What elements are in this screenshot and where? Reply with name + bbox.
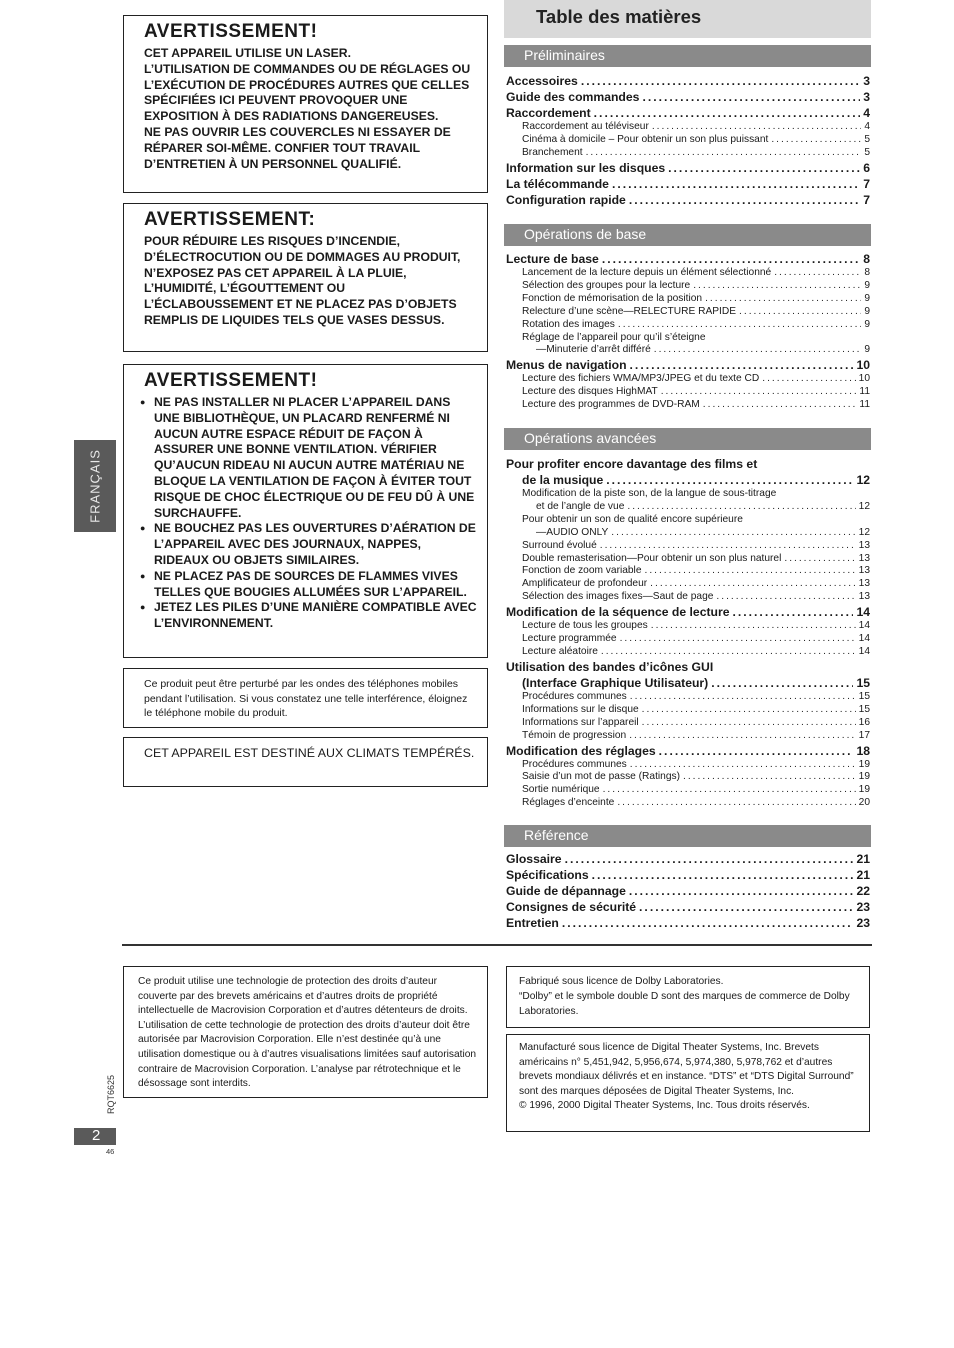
toc-entry-text: Informations sur le disque [522,703,639,715]
toc-entry [506,456,870,472]
toc-leader-dots [652,121,861,134]
toc-entry [506,675,870,691]
language-label: FRANÇAIS [87,449,103,523]
toc-leader-dots [650,578,856,591]
toc-entry [506,192,870,208]
toc-page-number: 23 [856,900,870,914]
toc-entry-text: Configuration rapide [506,192,626,207]
toc-entry-text: Lecture programmée [522,633,617,645]
toc-page-number: 6 [863,160,870,175]
climate-note [123,737,488,787]
toc-entry-text: Raccordement [506,106,591,120]
toc-page-number: 22 [856,884,870,898]
warning-bullet: ● NE BOUCHEZ PAS LES OUVERTURES D’AÉRATION DE L’APPAREIL AVEC DES JOURNAUX, NAPPES, RIDEAUX OU OBJETS SIMILAIRES. [140,521,477,568]
toc-page-number: 16 [858,716,870,728]
toc-leader-dots [586,147,862,160]
macrovision-text: Ce produit utilise une technologie de protection des droits d’auteur couverte par des brevets américains et d’autres droits de propriété intellectuelle de Macrovision Corporation et d’autres détenteurs de droits. L’utilisation de cette technologie de protection des droits d’auteur doit être autorisée par Macrovision Corporation. Elle n’est destinée qu’à une utilisation domestique ou à d’autres visualisations limitées sauf autorisation contraire de Macrovision Corporation. L’analyse par rétrotechnique et le désossage sont interdits. [138,976,477,1090]
toc-page-number: 21 [856,868,870,882]
toc-leader-dots [565,851,854,867]
warning-box-laser [123,15,488,193]
toc-leader-dots [600,540,856,553]
toc-page-number: 11 [859,399,870,411]
toc-leader-dots [611,527,855,540]
page-sub-number: 46 [106,1147,115,1156]
toc-leader-dots [668,160,860,176]
toc-entry [506,883,870,899]
toc-page-number: 21 [856,852,870,866]
toc-page-number: 14 [858,620,870,632]
toc-leader-dots [620,633,856,646]
toc-entry-text: Procédures communes [522,690,627,702]
toc-leader-dots [592,867,854,883]
toc-leader-dots [617,797,855,810]
toc-leader-dots [642,717,856,730]
phone-interference-note [123,668,488,728]
toc-entry [506,704,870,717]
toc-page-number: 10 [856,358,870,373]
toc-entry [506,691,870,704]
toc-leader-dots [627,501,855,514]
toc-leader-dots [642,89,860,105]
toc-entry-text: Modification de la séquence de lecture [506,605,730,620]
toc-list [506,73,870,208]
toc-entry-text: Pour obtenir un son de qualité encore supérieure [522,513,743,525]
dts-text: Manufacturé sous licence de Digital Theater Systems, Inc. Brevets américains n° 5,451,942, 5,956,674, 5,974,380, 5,978,762 et d’autres brevets mondiaux délivrés et en instance. “DTS” et “DTS Digital Surround” sont des marques déposées de Digital Theater Systems, Inc. © 1996, 2000 Digital Theater Systems, Inc. Tous droits réservés. [519,1042,854,1112]
warning-bullet: ● NE PLACEZ PAS DE SOURCES DE FLAMMES VIVES TELLES QUE BOUGIES ALLUMÉES SUR L’APPAREIL. [140,569,477,601]
climate-note-text: CET APPAREIL EST DESTINÉ AUX CLIMATS TEMPÉRÉS. [144,746,475,760]
toc-header [504,0,871,38]
section-title: Opérations avancées [524,430,657,446]
toc-entry [506,293,870,306]
toc-page-number: 9 [864,318,870,330]
toc-entry [506,160,870,176]
toc-entry-text: Lecture de tous les groupes [522,620,648,632]
toc-leader-dots [594,105,861,121]
toc-entry-text: Cinéma à domicile – Pour obtenir un son plus puissant [522,133,769,145]
toc-page-number: 14 [858,645,870,657]
toc-entry-text: (Interface Graphique Utilisateur) [522,675,709,690]
toc-page-number: 15 [856,675,870,690]
toc-entry [506,306,870,319]
toc-page-number: 13 [858,565,870,577]
toc-leader-dots [683,771,856,784]
toc-entry-text: Fonction de mémorisation de la position [522,292,703,304]
toc-entry [506,743,870,759]
toc-entry [506,251,870,267]
toc-entry [506,344,870,357]
toc-entry-text: La télécommande [506,176,609,191]
toc-page-number: 8 [863,252,870,266]
toc-page-number: 13 [858,539,870,551]
toc-title: Table des matières [536,6,702,27]
toc-section-reference [504,825,871,847]
toc-entry-text: Spécifications [506,868,589,882]
toc-entry [506,620,870,633]
toc-page-number: 9 [864,292,870,304]
toc-leader-dots [693,280,861,293]
toc-leader-dots [771,134,861,147]
toc-entry-text: et de l’angle de vue [536,500,625,512]
toc-entry [506,514,870,527]
toc-leader-dots [654,344,862,357]
section-title: Préliminaires [524,47,605,63]
toc-page-number: 10 [858,373,870,385]
warning-title: AVERTISSEMENT! [144,370,318,391]
warning-bullet: ● NE PAS INSTALLER NI PLACER L’APPAREIL DANS UNE BIBLIOTHÈQUE, UN PLACARD RENFERMÉ NI AUCUN AUTRE ESPACE RÉDUIT DE FAÇON À ASSURER UNE BONNE VENTILATION. VÉRIFIER QU’AUCUN RIDEAU NI AUCUN AUTRE MATÉRIAU NE BLOQUE LA VENTILATION DE FAÇON À ÉVITER TOUT RISQUE DE CHOC ÉLECTRIQUE OU DE FEU DÛ À UNE SURCHAUFFE. [140,395,477,521]
toc-leader-dots [630,357,854,373]
toc-entry [506,759,870,772]
section-title: Référence [524,827,589,843]
toc-leader-dots [612,176,860,192]
toc-entry [506,399,870,412]
toc-entry-text: Guide de dépannage [506,884,626,898]
toc-entry [506,386,870,399]
warning-bullet: ● JETEZ LES PILES D’UNE MANIÈRE COMPATIBLE AVEC L’ENVIRONNEMENT. [140,600,477,632]
toc-leader-dots [762,373,855,386]
toc-entry-text: Amplificateur de profondeur [522,578,648,590]
toc-leader-dots [739,306,861,319]
toc-leader-dots [733,604,854,620]
toc-entry-text: Lecture des disques HighMAT [522,386,658,398]
toc-leader-dots [659,743,854,759]
toc-entry [506,540,870,553]
toc-page-number: 9 [864,305,870,317]
toc-page-number: 18 [856,743,870,758]
toc-page-number: 8 [864,267,870,278]
page-number: 2 [92,1127,101,1144]
warning-title: AVERTISSEMENT! [144,21,318,42]
toc-entry [506,730,870,743]
toc-section-preliminaires [504,45,871,67]
toc-entry [506,121,870,134]
toc-entry [506,73,870,89]
toc-entry [506,565,870,578]
dolby-note [506,966,870,1028]
toc-entry-text: Information sur les disques [506,160,666,175]
toc-list [506,851,870,931]
page-number-tab [74,1128,116,1145]
toc-entry-text: Modification de la piste son, de la langue de sous-titrage [522,488,777,499]
toc-entry [506,373,870,386]
warning-body: CET APPAREIL UTILISE UN LASER. L’UTILISATION DE COMMANDES OU DE RÉGLAGES OU L’EXÉCUTION DE PROCÉDURES AUTRES QUE CELLES SPÉCIFIÉES ICI PEUVENT PROVOQUER UNE EXPOSITION À DES RADIATIONS DANGEREUSES. NE PAS OUVRIR LES COUVERCLES NI ESSAYER DE RÉPARER SOI-MÊME. CONFIER TOUT TRAVAIL D’ENTRETIEN À UN PERSONNEL QUALIFIÉ. [144,46,471,171]
toc-leader-dots [774,267,861,280]
toc-page-number: 14 [858,633,870,645]
toc-entry-text: Fonction de zoom variable [522,565,642,577]
toc-page-number: 20 [858,797,870,809]
toc-section-base [504,224,871,246]
toc-entry [506,105,870,121]
toc-leader-dots [629,192,860,208]
toc-page-number: 19 [858,771,870,783]
toc-page-number: 7 [863,192,870,207]
toc-leader-dots [705,293,861,306]
toc-leader-dots [602,251,860,267]
toc-page-number: 23 [856,916,870,930]
toc-page-number: 12 [858,500,870,512]
toc-page-number: 9 [864,279,870,291]
toc-leader-dots [716,591,855,604]
toc-entry-text: Accessoires [506,74,578,88]
toc-entry-text: de la musique [522,473,604,487]
toc-entry [506,319,870,332]
warning-box-fire [123,203,488,352]
toc-leader-dots [711,675,853,691]
toc-page-number: 4 [863,106,870,120]
toc-entry [506,646,870,659]
toc-leader-dots [630,691,856,704]
macrovision-note [123,966,488,1098]
toc-entry-text: Témoin de progression [522,729,627,741]
section-title: Opérations de base [524,226,647,242]
toc-entry-text: Informations sur l’appareil [522,716,639,728]
toc-entry [506,771,870,784]
toc-entry-text: Raccordement au téléviseur [522,121,649,132]
toc-entry [506,553,870,566]
toc-entry-text: Lecture des programmes de DVD-RAM [522,399,700,411]
toc-page-number: 13 [858,552,870,564]
toc-entry [506,633,870,646]
toc-page-number: 15 [858,690,870,702]
toc-leader-dots [606,472,853,488]
toc-page-number: 15 [858,703,870,715]
toc-entry-text: Réglage de l’appareil pour qu’il s’éteigne [522,331,706,343]
toc-section-avancees [504,428,871,450]
toc-entry [506,867,870,883]
toc-entry-text: Glossaire [506,852,562,866]
dolby-text: Fabriqué sous licence de Dolby Laboratories. “Dolby” et le symbole double D sont des marques de commerce de Dolby Laboratories. [519,976,850,1017]
toc-entry-text: Saisie d’un mot de passe (Ratings) [522,771,680,783]
toc-entry-text: Sélection des images fixes—Saut de page [522,591,714,603]
toc-page-number: 11 [859,386,870,398]
toc-page-number: 9 [864,344,870,356]
toc-entry [506,717,870,730]
toc-list [506,456,870,810]
toc-entry-text: Guide des commandes [506,90,640,104]
toc-page-number: 3 [863,90,870,104]
toc-leader-dots [562,915,854,931]
warning-title: AVERTISSEMENT: [144,209,316,230]
toc-entry [506,357,870,373]
toc-page-number: 7 [863,176,870,191]
toc-entry [506,915,870,931]
toc-entry-text: Entretien [506,916,559,930]
toc-entry [506,659,870,675]
toc-entry [506,332,870,345]
toc-entry [506,134,870,147]
toc-entry [506,899,870,915]
toc-entry [506,527,870,540]
toc-list [506,251,870,412]
toc-page-number: 19 [858,758,870,770]
toc-leader-dots [601,646,856,659]
toc-leader-dots [629,730,855,743]
toc-leader-dots [603,784,856,797]
document-code-text: RQT6625 [106,1075,116,1115]
toc-entry-text: Sélection des groupes pour la lecture [522,279,691,291]
toc-entry-text: Procédures communes [522,758,627,770]
toc-entry [506,267,870,280]
toc-entry-text: Double remasterisation—Pour obtenir un son plus naturel [522,552,782,564]
toc-page-number: 4 [864,121,870,132]
warning-box-ventilation [123,364,488,658]
toc-entry-text: Rotation des images [522,318,615,330]
toc-entry-text: —AUDIO ONLY [536,526,609,538]
toc-entry-text: Lecture des fichiers WMA/MP3/JPEG et du texte CD [522,373,760,385]
warning-body: POUR RÉDUIRE LES RISQUES D’INCENDIE, D’ÉLECTROCUTION OU DE DOMMAGES AU PRODUIT, N’EXPOSEZ PAS CET APPAREIL À LA PLUIE, L’HUMIDITÉ, L’ÉGOUTTEMENT OU L’ÉCLABOUSSEMENT ET NE PLACEZ PAS D’OBJETS REMPLIS DE LIQUIDES TELS QUE VASES DESSUS. [144,234,461,327]
toc-entry [506,280,870,293]
toc-page-number: 5 [864,133,870,145]
toc-entry [506,591,870,604]
toc-entry [506,604,870,620]
toc-entry-text: Menus de navigation [506,358,627,373]
toc-leader-dots [651,620,856,633]
toc-page-number: 13 [858,578,870,590]
toc-entry-text: Lancement de la lecture depuis un élément sélectionné [522,267,772,278]
toc-page-number: 12 [856,473,870,487]
toc-entry [506,578,870,591]
toc-leader-dots [644,565,855,578]
toc-entry [506,488,870,501]
toc-leader-dots [630,759,856,772]
toc-page-number: 3 [863,74,870,88]
toc-leader-dots [618,319,861,332]
toc-entry-text: Relecture d’une scène—RELECTURE RAPIDE [522,305,737,317]
warning-bullet-list [140,395,477,632]
toc-leader-dots [581,73,860,89]
toc-entry [506,797,870,810]
toc-entry-text: Sortie numérique [522,784,600,796]
toc-entry-text: Consignes de sécurité [506,900,637,914]
toc-page-number: 14 [856,605,870,620]
toc-entry-text: Pour profiter encore davantage des films et [506,457,758,471]
toc-entry-text: —Minuterie d’arrêt différé [536,344,651,356]
phone-note-text: Ce produit peut être perturbé par les ondes des téléphones mobiles pendant l’utilisation. Si vous constatez une telle interférence, éloignez le téléphone mobile du produit. [144,678,468,719]
toc-leader-dots [639,899,853,915]
toc-page-number: 12 [858,526,870,538]
toc-entry-text: Lecture de base [506,252,599,266]
toc-entry [506,501,870,514]
toc-entry [506,472,870,488]
section-divider [122,944,872,946]
toc-entry-text: Utilisation des bandes d’icônes GUI [506,659,714,674]
language-tab [74,440,116,532]
toc-page-number: 5 [864,146,870,158]
toc-leader-dots [661,386,857,399]
toc-entry [506,851,870,867]
toc-page-number: 13 [858,591,870,603]
dts-note [506,1034,870,1132]
toc-leader-dots [703,399,857,412]
toc-leader-dots [642,704,856,717]
toc-entry-text: Lecture aléatoire [522,645,598,657]
toc-entry [506,147,870,160]
toc-entry-text: Réglages d’enceinte [522,797,615,809]
toc-entry [506,89,870,105]
toc-leader-dots [784,553,855,566]
toc-entry-text: Branchement [522,146,583,158]
toc-page-number: 17 [858,729,870,741]
toc-entry-text: Modification des réglages [506,743,656,758]
toc-page-number: 19 [858,784,870,796]
toc-entry-text: Surround évolué [522,539,597,551]
toc-entry [506,784,870,797]
toc-entry [506,176,870,192]
toc-leader-dots [629,883,854,899]
